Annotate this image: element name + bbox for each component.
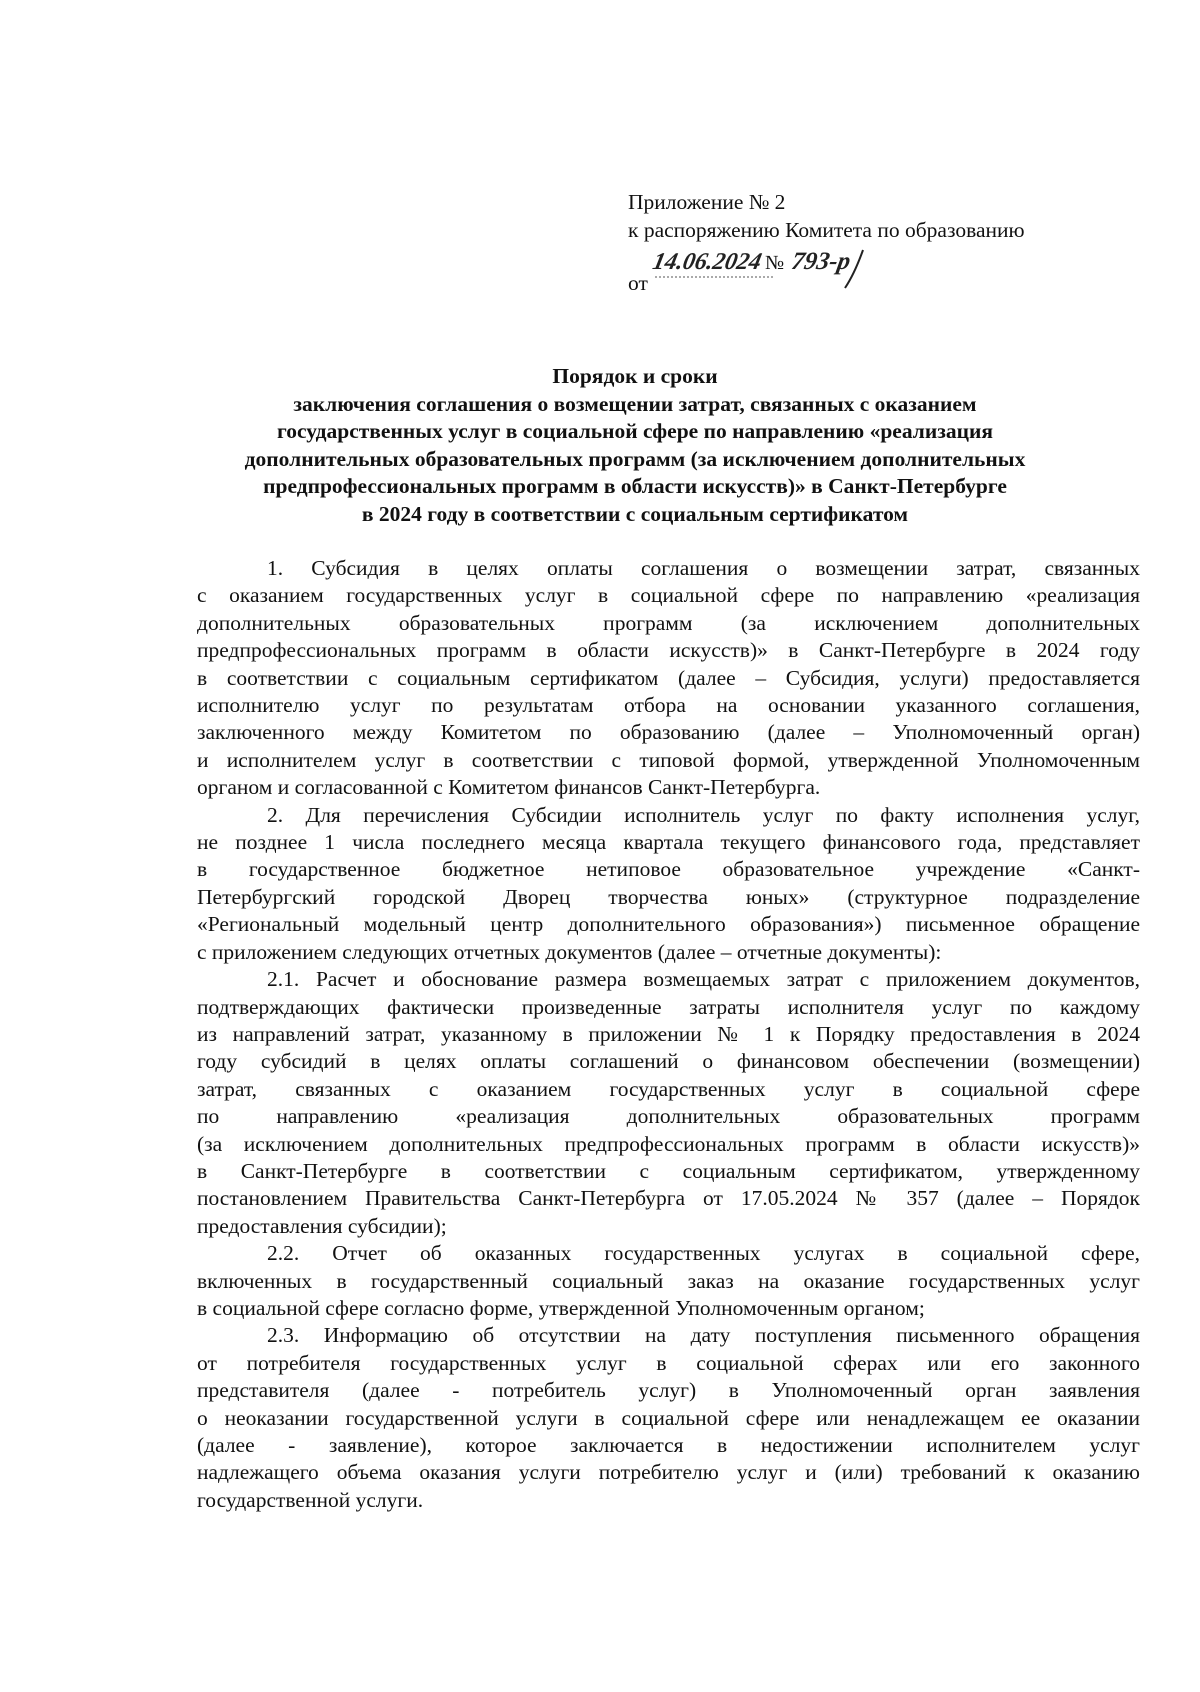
number-sign: №	[765, 252, 785, 274]
order-date-line	[628, 244, 1148, 297]
appendix-header	[628, 188, 1148, 297]
text-line: дополнительных образовательных программ (за исключением дополнительных	[197, 610, 1140, 635]
paragraph-1	[197, 555, 1140, 802]
text-line: «Региональный модельный центр дополнительного образования») письменное обращение	[197, 912, 1140, 937]
text-line: надлежащего объема оказания услуги потребителю услуг и (или) требований к оказанию	[197, 1460, 1140, 1485]
title-line: дополнительных образовательных программ (за исключением дополнительных	[244, 446, 1026, 471]
text-line: году субсидий в целях оплаты соглашений о финансовом обеспечении (возмещении)	[197, 1049, 1140, 1074]
title-line: государственных услуг в социальной сфере по направлению «реализация	[276, 419, 994, 443]
title-line: заключения соглашения о возмещении затрат, связанных с оказанием	[293, 391, 977, 416]
text-line: (далее - заявление), которое заключается в недостижении исполнителем услуг	[197, 1433, 1140, 1457]
appendix-reference: к распоряжению Комитета по образованию	[628, 218, 1025, 242]
handwritten-date: 14.06.2024	[650, 248, 765, 275]
text-line: в государственное бюджетное нетиповое образовательное учреждение «Санкт-	[197, 857, 1140, 882]
text-line: и исполнителем услуг в соответствии с типовой формой, утвержденной Уполномоченным	[197, 747, 1140, 772]
text-line: 2.1. Расчет и обоснование размера возмещаемых затрат с приложением документов,	[267, 967, 1140, 992]
text-line: от потребителя государственных услуг в социальной сферах или его законного	[197, 1350, 1140, 1375]
paragraph-2-3	[197, 1322, 1140, 1514]
text-line: включенных в государственный социальный заказ на оказание государственных услуг	[197, 1268, 1140, 1293]
title-line: в 2024 году в соответствии с социальным сертификатом	[361, 501, 909, 526]
text-line: о неоказании государственной услуги в социальной сфере или ненадлежащем ее оказании	[197, 1405, 1140, 1430]
text-line: с оказанием государственных услуг в социальной сфере по направлению «реализация	[197, 583, 1140, 608]
handwritten-date-number-drawing	[650, 244, 893, 290]
text-line: по направлению «реализация дополнительных образовательных программ	[197, 1104, 1140, 1129]
text-line: из направлений затрат, указанному в приложении № 1 к Порядку предоставления в 2024	[197, 1021, 1140, 1046]
text-line: не позднее 1 числа последнего месяца квартала текущего финансового года, представляет	[197, 830, 1140, 855]
handwritten-number: 793-р	[789, 248, 853, 275]
text-line: подтверждающих фактически произведенные затраты исполнителя услуг по каждому	[197, 994, 1140, 1019]
title-line: Порядок и сроки	[552, 364, 718, 388]
text-line: с приложением следующих отчетных документов (далее – отчетные документы):	[197, 939, 942, 964]
text-line: государственной услуги.	[197, 1487, 424, 1512]
text-line: постановлением Правительства Санкт-Петербурга от 17.05.2024 № 357 (далее – Порядок	[197, 1186, 1140, 1211]
text-line: Петербургский городской Дворец творчества юных» (структурное подразделение	[197, 884, 1140, 909]
text-line: в Санкт-Петербурге в соответствии с социальным сертификатом, утвержденному	[197, 1158, 1140, 1183]
text-line: 1. Субсидия в целях оплаты соглашения о возмещении затрат, связанных	[267, 556, 1140, 580]
document-title	[150, 363, 1120, 528]
document-body	[197, 555, 1140, 1514]
text-line: затрат, связанных с оказанием государственных услуг в социальной сфере	[197, 1076, 1140, 1101]
text-line: в соответствии с социальным сертификатом (далее – Субсидия, услуги) предоставляется	[197, 665, 1140, 690]
date-prefix: от	[628, 271, 648, 295]
paragraph-2-1	[197, 966, 1140, 1240]
text-line: 2.2. Отчет об оказанных государственных услугах в социальной сфере,	[267, 1241, 1140, 1266]
text-line: 2. Для перечисления Субсидии исполнитель услуг по факту исполнения услуг,	[267, 802, 1140, 827]
paragraph-2	[197, 802, 1140, 966]
text-line: (за исключением дополнительных предпрофессиональных программ в области искусств)»	[197, 1131, 1140, 1156]
appendix-number: Приложение № 2	[628, 190, 786, 214]
paragraph-2-2	[197, 1240, 1140, 1322]
title-line: предпрофессиональных программ в области искусств)» в Санкт-Петербурге	[263, 474, 1007, 498]
text-line: исполнителю услуг по результатам отбора на основании указанного соглашения,	[197, 693, 1140, 718]
text-line: 2.3. Информацию об отсутствии на дату поступления письменного обращения	[267, 1323, 1140, 1348]
handwritten-signature	[650, 244, 893, 290]
text-line: заключенного между Комитетом по образованию (далее – Уполномоченный орган)	[197, 720, 1140, 745]
text-line: предпрофессиональных программ в области искусств)» в Санкт-Петербурге в 2024 году	[197, 638, 1140, 663]
text-line: в социальной сфере согласно форме, утвержденной Уполномоченным органом;	[197, 1295, 925, 1320]
text-line: органом и согласованной с Комитетом финансов Санкт-Петербурга.	[197, 775, 821, 800]
text-line: представителя (далее - потребитель услуг) в Уполномоченный орган заявления	[197, 1378, 1140, 1403]
text-line: предоставления субсидии);	[197, 1213, 447, 1238]
